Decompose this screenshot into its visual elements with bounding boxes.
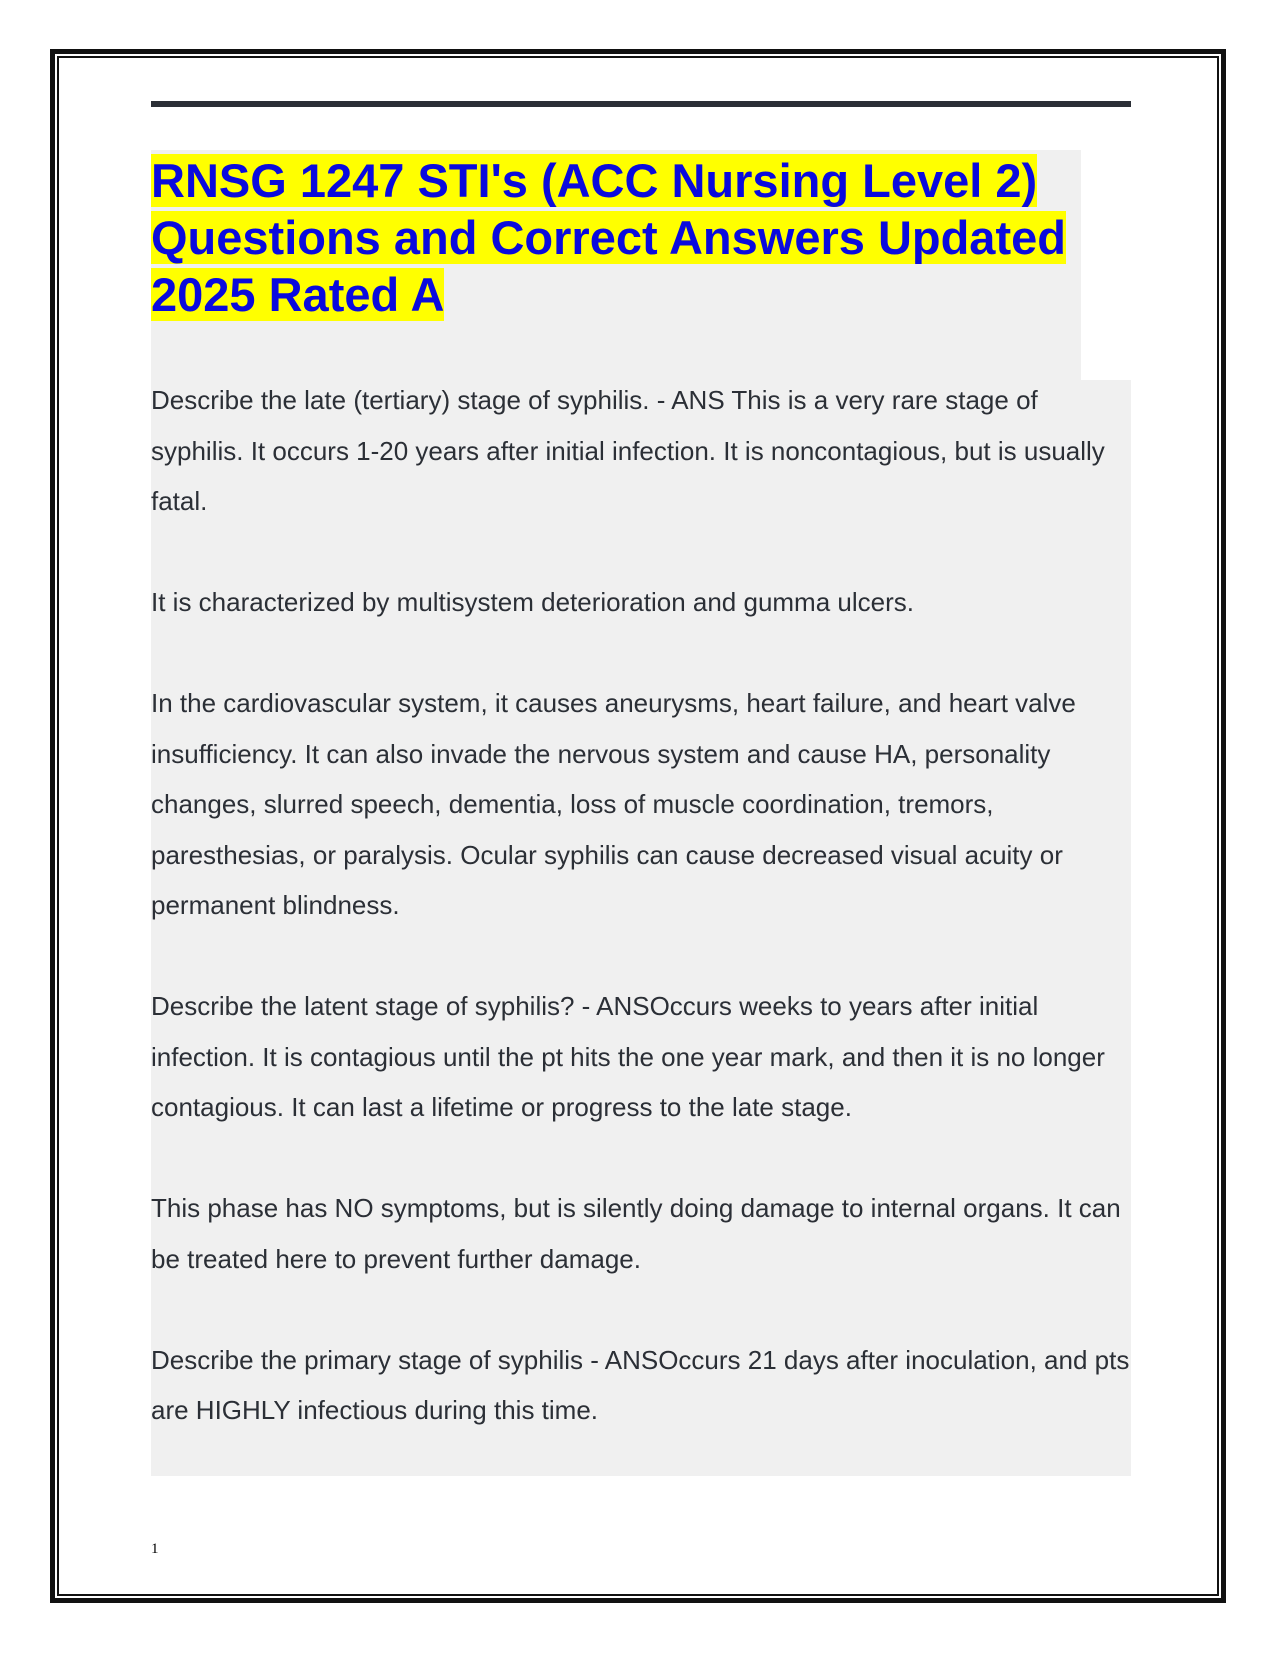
page-number: 1 (151, 1541, 159, 1557)
paragraph-tertiary-effects: In the cardiovascular system, it causes aneurysms, heart failure, and heart valve insufficiency. It can also invade the nervous system and cause HA, personality changes, slurred speech, dementia, loss of muscle coordination, tremors, paresthesias, or paralysis. Ocular syphilis can cause decreased visual acuity or permanent blindness. (151, 688, 1076, 920)
document-title (151, 152, 1091, 323)
paragraph-primary-stage: Describe the primary stage of syphilis - ANSOccurs 21 days after inoculation, and pts are HIGHLY infectious during this time. (151, 1344, 1130, 1425)
paragraph-latent-symptoms: This phase has NO symptoms, but is silently doing damage to internal organs. It can be treated here to prevent further damage. (151, 1193, 1121, 1274)
document-title-text: RNSG 1247 STI's (ACC Nursing Level 2) Questions and Correct Answers Updated 2025 Rated A (151, 154, 1066, 321)
paragraph-latent-stage: Describe the latent stage of syphilis? - ANSOccurs weeks to years after initial infection. It is contagious until the pt hits the one year mark, and then it is no longer contagious. It can last a lifetime or progress to the late stage. (151, 991, 1105, 1122)
document-body (151, 375, 1131, 1486)
paragraph-tertiary-stage: Describe the late (tertiary) stage of syphilis. - ANS This is a very rare stage of syphilis. It occurs 1-20 years after initial infection. It is noncontagious, but is usually fatal. (151, 385, 1105, 516)
paragraph-tertiary-characteristics: It is characterized by multisystem deterioration and gumma ulcers. (151, 587, 914, 617)
top-rule-divider (151, 101, 1131, 107)
